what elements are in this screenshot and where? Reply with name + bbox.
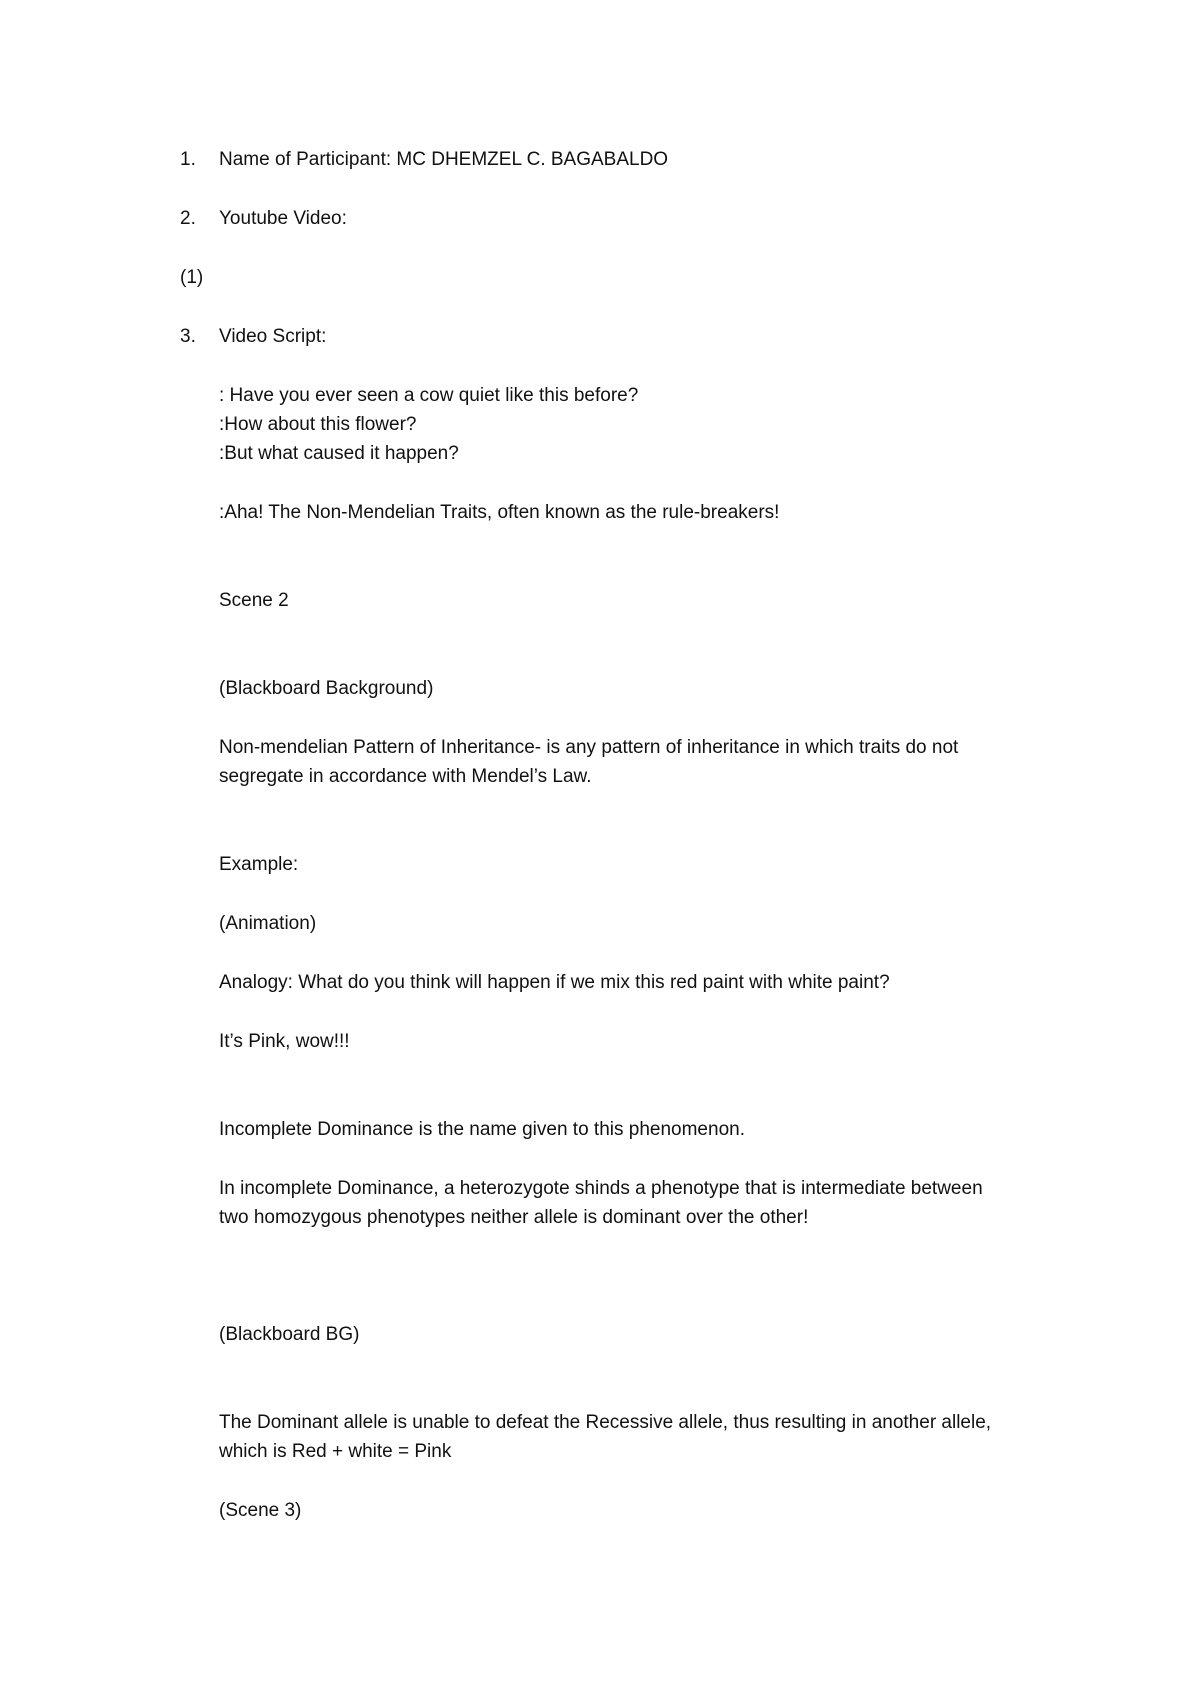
scene-heading: Scene 2	[219, 590, 289, 611]
script-line: segregate in accordance with Mendel’s Law.	[219, 766, 592, 787]
item-number-2: 2.	[180, 208, 196, 229]
script-line: two homozygous phenotypes neither allele is dominant over the other!	[219, 1207, 809, 1228]
item-number-3: 3.	[180, 326, 196, 347]
script-line: It’s Pink, wow!!!	[219, 1031, 350, 1052]
script-line: Example:	[219, 854, 299, 875]
script-line: :How about this flower?	[219, 414, 417, 435]
script-line: : Have you ever seen a cow quiet like this before?	[219, 385, 639, 406]
script-line: :Aha! The Non-Mendelian Traits, often known as the rule-breakers!	[219, 502, 780, 523]
video-script-label: Video Script:	[219, 326, 327, 347]
script-line: The Dominant allele is unable to defeat the Recessive allele, thus resulting in another allele,	[219, 1412, 992, 1433]
script-line: In incomplete Dominance, a heterozygote shinds a phenotype that is intermediate between	[219, 1178, 983, 1199]
stage-direction: (Blackboard Background)	[219, 678, 434, 699]
stage-direction: (Blackboard BG)	[219, 1324, 360, 1345]
script-line: Analogy: What do you think will happen if we mix this red paint with white paint?	[219, 972, 890, 993]
script-line: Incomplete Dominance is the name given to this phenomenon.	[219, 1119, 745, 1140]
script-line: Non-mendelian Pattern of Inheritance- is any pattern of inheritance in which traits do not	[219, 737, 959, 758]
stage-direction: (Animation)	[219, 913, 317, 934]
participant-name: Name of Participant: MC DHEMZEL C. BAGABALDO	[219, 149, 669, 170]
script-line: which is Red + white = Pink	[219, 1441, 452, 1462]
youtube-video-label: Youtube Video:	[219, 208, 347, 229]
item-number-1: 1.	[180, 149, 196, 170]
script-line: :But what caused it happen?	[219, 443, 459, 464]
video-reference: (1)	[180, 267, 204, 288]
scene-heading: (Scene 3)	[219, 1500, 302, 1521]
